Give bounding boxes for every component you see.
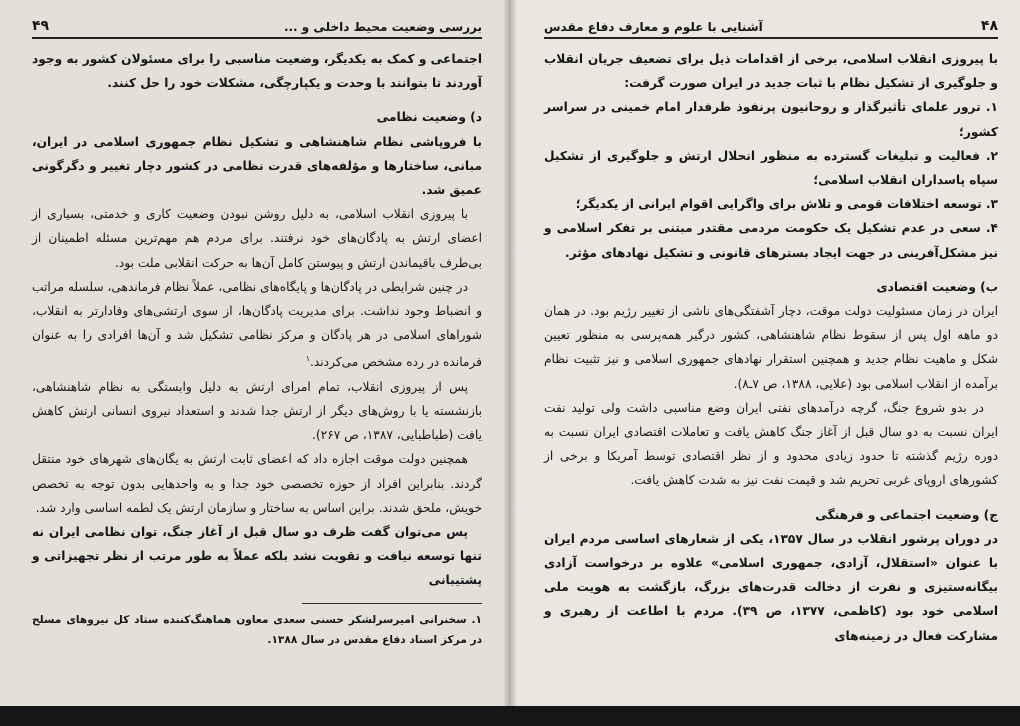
left-page-number: ۴۹ <box>32 18 50 34</box>
footnote: ۱. سخنرانی امیرسرلشکر حسنی سعدی معاون هماهنگ‌کننده ستاد کل نیروهای مسلح در مرکز اسناد دفاع مقدس در سال ۱۳۸۸. <box>32 613 482 646</box>
list-item-2: ۲. فعالیت و تبلیغات گسترده به منظور انحلال ارتش و جلوگیری از تشکیل سپاه پاسداران انقلاب اسلامی؛ <box>544 148 998 188</box>
left-paragraph-7: پس می‌توان گفت ظرف دو سال قبل از آغاز جنگ، توان نظامی ایران نه تنها توسعه نیافت و تقویت نشد بلکه عملاً به طور مرتب از نظر تجهیزاتی و پشتیبانی <box>32 524 482 588</box>
section-heading-military: د) وضعیت نظامی <box>376 110 482 125</box>
list-item-3: ۳. توسعه اختلافات قومی و تلاش برای واگرایی اقوام ایرانی از یکدیگر؛ <box>575 197 998 212</box>
right-paragraph-economic-2: در بدو شروع جنگ، گرچه درآمدهای نفتی ایران وضع مناسبی داشت ولی تولید نفت ایران نسبت به دو سال قبل از آغاز جنگ کاهش یافت و تعاملات اقتصادی ایران نسبت به دوره رژیم گذشته تا حدود زیادی محدود و از نظر اقتصادی توسط آمریکا و برخی از کشورهای اروپای غربی تحریم شد و قیمت نفت نیز به شدت کاهش یافت. <box>544 400 998 488</box>
left-paragraph-5: پس از پیروزی انقلاب، تمام امرای ارتش به دلیل وابستگی به نظام شاهنشاهی، بازنشسته یا با روش‌های دیگر از ارتش جدا شدند و استعداد نیروی انسانی ارتش کاهش یافت (طباطبایی، ۱۳۸۷، ص ۲۶۷). <box>32 379 482 443</box>
left-page <box>0 0 510 706</box>
book-gutter <box>503 0 517 706</box>
right-page-body <box>544 47 998 648</box>
list-item-4: ۴. سعی در عدم تشکیل یک حکومت مردمی مقتدر مبتنی بر تفکر اسلامی و نیز مشکل‌آفرینی در جهت ایجاد بسترهای قانونی و تشکیل نهادهای مؤثر. <box>544 221 998 260</box>
left-running-title: بررسی وضعیت محیط داخلی و ... <box>283 20 482 34</box>
footnote-marker: ۱ <box>305 354 311 364</box>
left-paragraph-4 <box>32 275 482 375</box>
right-paragraph-economic-1: ایران در زمان مسئولیت دولت موقت، دچار آشفتگی‌های ناشی از تغییر رژیم بود. در همان دو ماهه اول پس از سقوط نظام شاهنشاهی، کشور درگیر همه‌پرسی به منظور تعیین شکل و ماهیت نظام جدید و همچنین استقرار نهادهای جمهوری اسلامی و نیز تثبیت نظام برآمده از انقلاب اسلامی بود (علایی، ۱۳۸۸، ص ۷ـ۸). <box>544 304 998 391</box>
section-heading-social: ج) وضعیت اجتماعی و فرهنگی <box>815 507 998 522</box>
scan-bottom-edge <box>0 706 1020 726</box>
left-page-body <box>32 47 482 650</box>
left-paragraph-4-text: در چنین شرایطی در پادگان‌ها و پایگاه‌های نظامی، عملاً نظام فرماندهی، سلسله مراتب و انضباط وجود نداشت. برای مدیریت پادگان‌ها، از سوی ارتشی‌های وفادارتر به انقلاب، شوراهای اسلامی در هر پادگان و مرکز نظامی تشکیل شد و آن‌ها افرادی را به عنوان فرمانده در رده مشخص می‌کردند. <box>32 279 482 370</box>
left-paragraph-3: با پیروزی انقلاب اسلامی، به دلیل روشن نبودن وضعیت کاری و خدمتی، بسیاری از اعضای ارتش به پادگان‌های خود نرفتند. برای مردم هم مهم‌ترین مسئله اطمینان از بی‌طرف باقیماندن ارتش و پیوستن کامل آن‌ها به حرکت انقلابی ملت بود. <box>32 207 482 270</box>
left-paragraph-6: همچنین دولت موقت اجازه داد که اعضای ثابت ارتش به یگان‌های شهرهای خود منتقل گردند. بنابراین افراد از حوزه تخصصی خود جدا و به واحدهایی بدون توجه به تخصص خویش، ملحق شدند. براین اساس به ساختار و سازمان ارتش یک لطمه اساسی وارد شد. <box>32 452 482 515</box>
right-page <box>510 0 1020 706</box>
right-intro-paragraph: با پیروزی انقلاب اسلامی، برخی از اقدامات ذیل برای تضعیف جریان انقلاب و جلوگیری از تشکیل نظام با ثبات جدید در ایران صورت گرفت: <box>544 52 998 91</box>
left-page-header <box>32 4 482 39</box>
list-item-1: ۱. ترور علمای تأثیرگذار و روحانیون پرنفوذ طرفدار امام خمینی در سراسر کشور؛ <box>544 100 998 139</box>
section-heading-economic: ب) وضعیت اقتصادی <box>876 279 998 294</box>
right-running-title: آشنایی با علوم و معارف دفاع مقدس <box>544 20 763 34</box>
left-paragraph-1: اجتماعی و کمک به یکدیگر، وضعیت مناسبی را برای مسئولان کشور به وجود آوردند تا بتوانند با وحدت و یکپارچگی، مشکلات خود را حل کنند. <box>32 52 482 91</box>
right-page-number: ۴۸ <box>980 18 998 34</box>
left-paragraph-2: با فروپاشی نظام شاهنشاهی و تشکیل نظام جمهوری اسلامی در ایران، مبانی، ساختارها و مؤلفه‌های قدرت نظامی در کشور دچار تغییر و دگرگونی عمیق شد. <box>32 134 482 198</box>
right-paragraph-social-1: در دوران پرشور انقلاب در سال ۱۳۵۷، یکی از شعارهای اساسی مردم ایران با عنوان «استقلال، آزادی، جمهوری اسلامی» علاوه بر درخواست آزادی بیگانه‌ستیزی و نفرت از دخالت قدرت‌های بزرگ، بازگشت به هویت ملی اسلامی خود بود (کاظمی، ۱۳۷۷، ص ۳۹). مردم با اطاعت از رهبری و مشارکت فعال در زمینه‌های <box>544 531 998 643</box>
footnote-separator <box>302 603 482 604</box>
right-page-header <box>544 4 998 39</box>
